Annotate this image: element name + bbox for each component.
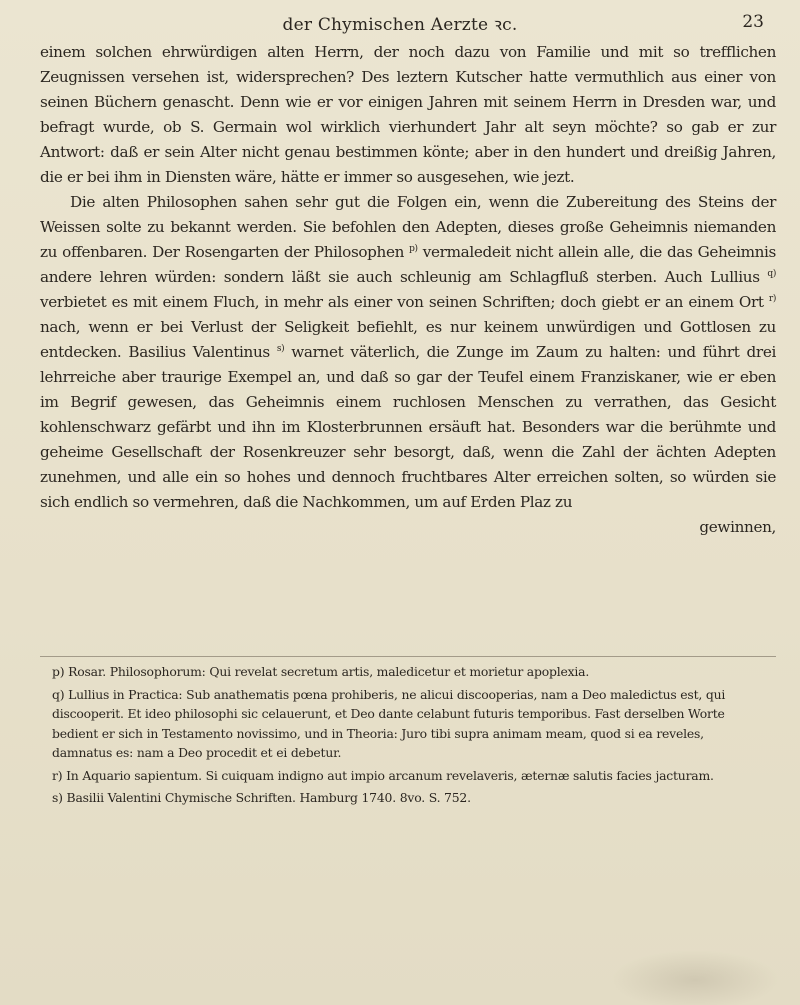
footnote-text: Rosar. Philosophorum: Qui revelat secretum artis, maledicetur et morietur apoplexia. bbox=[68, 664, 590, 679]
footnotes bbox=[52, 662, 764, 811]
footnote-mark: p) bbox=[52, 664, 65, 679]
footnote bbox=[52, 662, 764, 682]
paragraph-2-text-e: warnet väterlich, die Zunge im Zaum zu halten: und führt drei lehrreiche aber traurige Exempel an, und daß so gar der Teufel einem Franziskaner, wie er eben im Begrif gewesen, das Geheimnis einem ruchlosen Menschen zu verrathen, das Gesicht kohlenschwarz gefärbt und ihn im Klosterbrunnen ersäuft hat. Besonders war die berühmte und geheime Gesellschaft der Rosenkreuzer sehr besorgt, daß, wenn die Zahl der ächten Adepten zunehmen, und alle ein so hohes und dennoch fruchtbares Alter erreichen solten, so würden sie sich endlich so vermehren, daß die Nachkommen, um auf Erden Plaz zu bbox=[40, 343, 776, 511]
paragraph-1: einem solchen ehrwürdigen alten Herrn, der noch dazu von Familie und mit so trefflichen Zeugnissen versehen ist, widersprechen? Des leztern Kutscher hatte vermuthlich aus einer von seinen Büchern genascht. Denn wie er vor einigen Jahren mit seinem Herrn in Dresden war, und befragt wurde, ob S. Germain wol wirklich vierhundert Jahr alt seyn möchte? so gab er zur Antwort: daß er sein Alter nicht genau bestimmen könte; aber in den hundert und dreißig Jahren, die er bei ihm in Diensten wäre, hätte er immer so ausgesehen, wie jezt. bbox=[40, 43, 776, 186]
footnote-text: In Aquario sapientum. Si cuiquam indigno aut impio arcanum revelaveris, æternæ salutis facies jacturam. bbox=[66, 767, 714, 783]
footnote bbox=[52, 788, 764, 808]
paper-stain bbox=[610, 950, 780, 1005]
footnote-ref-r: r) bbox=[768, 293, 776, 304]
catchword: gewinnen, bbox=[699, 518, 776, 536]
footnote-divider bbox=[40, 656, 776, 657]
footnote-mark: r) bbox=[52, 767, 63, 783]
paragraph-2-text-c: verbietet es mit einem Fluch, in mehr als einer von seinen Schriften; doch giebt er an einem Ort bbox=[40, 293, 764, 311]
paragraph-2-text-d: nach, wenn er bei Verlust der Seligkeit befiehlt, es nur keinem unwürdigen und Gottlosen zu entdecken. Basilius Valentinus bbox=[40, 318, 776, 361]
footnote bbox=[52, 766, 764, 786]
page-header bbox=[0, 8, 800, 38]
footnote-text: Basilii Valentini Chymische Schriften. Hamburg 1740. 8vo. S. 752. bbox=[66, 790, 471, 805]
main-text bbox=[40, 40, 776, 540]
page-number: 23 bbox=[742, 12, 764, 32]
footnote bbox=[52, 685, 764, 763]
footnote-ref-q: q) bbox=[767, 268, 776, 279]
running-title: der Chymischen Aerzte ꝛc. bbox=[282, 15, 518, 35]
footnote-text: Lullius in Practica: Sub anathematis pœna prohiberis, ne alicui discooperias, nam a Deo maledictus est, qui discooperit. Et ideo philosophi sic celauerunt, et Deo dante celabunt futuris temporibus. Fast derselben Worte bedient er sich in Testamento novissimo, und in Theoria: Juro tibi supra animam meam, quod si ea reveles, damnatus es: nam a Deo procedit et ei debetur. bbox=[52, 686, 726, 760]
paragraph-2-text-b: vermaledeit nicht allein alle, die das Geheimnis andere lehren würden: sondern läßt sie auch schleunig am Schlagfluß sterben. Auch Lullius bbox=[40, 243, 777, 286]
footnote-mark: s) bbox=[52, 790, 63, 805]
paragraph-2 bbox=[40, 190, 776, 515]
footnote-ref-s: s) bbox=[276, 343, 285, 354]
paragraph-2-text-a: Die alten Philosophen sahen sehr gut die Folgen ein, wenn die Zubereitung des Steins der Weissen solte zu bekannt werden. Sie befohlen den Adepten, dieses große Geheimnis niemanden zu offenbaren. Der Rosengarten der Philosophen bbox=[40, 193, 776, 261]
footnote-mark: q) bbox=[52, 686, 65, 702]
footnote-ref-p: p) bbox=[409, 243, 418, 254]
